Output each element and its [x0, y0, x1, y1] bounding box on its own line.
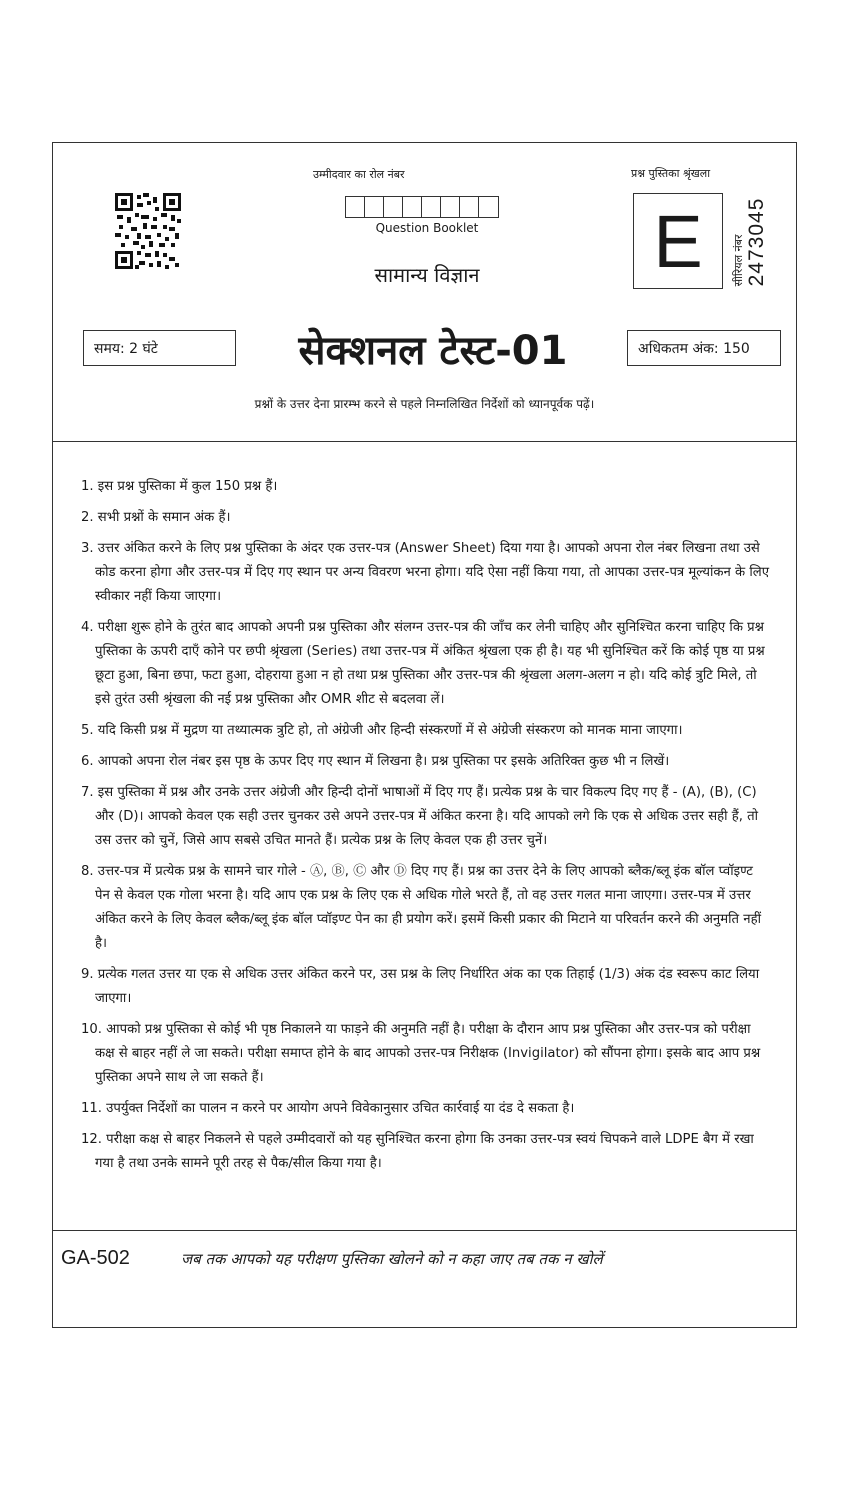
time-limit: समय: 2 घंटे — [83, 330, 236, 366]
instruction-item: 6. आपको अपना रोल नंबर इस पृष्ठ के ऊपर दिए गए स्थान में लिखना है। प्रश्न पुस्तिका पर इसके अतिरिक्त कुछ भी न लिखें। — [81, 754, 670, 769]
do-not-open-warning: जब तक आपको यह परीक्षण पुस्तिका खोलने को न कहा जाए तब तक न खोलें — [181, 1250, 603, 1268]
roll-digit-box — [384, 197, 403, 217]
test-title: सेक्शनल टेस्ट-01 — [298, 328, 568, 374]
question-booklet-label: Question Booklet — [375, 221, 479, 235]
instructions-heading: प्रश्नों के उत्तर देना प्रारम्भ करने से पहले निम्नलिखित निर्देशों को ध्यानपूर्वक पढ़ें। — [254, 397, 595, 411]
serial-number-block — [727, 189, 773, 295]
roll-number-boxes — [345, 196, 499, 218]
instruction-item: 12. परीक्षा कक्ष से बाहर निकलने से पहले उम्मीदवारों को यह सुनिश्चित करना होगा कि उनका उत्तर-पत्र स्वयं चिपकने वाले LDPE बैग में रखा गया है तथा उनके सामने पूरी तरह से पैक/सील किया गया है। — [81, 1132, 754, 1171]
subject-name: सामान्य विज्ञान — [374, 263, 480, 287]
roll-digit-box — [422, 197, 441, 217]
cover-header — [53, 143, 796, 442]
instruction-item: 1. इस प्रश्न पुस्तिका में कुल 150 प्रश्न हैं। — [81, 479, 278, 494]
instruction-item: 4. परीक्षा शुरू होने के तुरंत बाद आपको अपनी प्रश्न पुस्तिका और संलग्न उत्तर-पत्र की जाँच कर लेनी चाहिए और सुनिश्चित करना चाहिए कि प्रश्न पुस्तिका के ऊपरी दाएँ कोने पर छपी श्रृंखला (Series) तथा उत्तर-पत्र में अंकित श्रृंखला एक ही है। यह भी सुनिश्चित करें कि कोई पृष्ठ या प्रश्न छूटा हुआ, बिना छपा, फटा हुआ, दोहराया हुआ न हो तथा प्रश्न पुस्तिका और उत्तर-पत्र की श्रृंखला अलग-अलग न हो। यदि कोई त्रुटि मिले, तो इसे तुरंत उसी श्रृंखला की नई प्रश्न पुस्तिका और OMR शीट से बदलवा लें। — [81, 620, 765, 707]
roll-digit-box — [365, 197, 384, 217]
question-booklet-cover — [52, 142, 797, 1328]
instruction-item: 9. प्रत्येक गलत उत्तर या एक से अधिक उत्तर अंकित करने पर, उस प्रश्न के लिए निर्धारित अंक का एक तिहाई (1/3) अंक दंड स्वरूप काट लिया जाएगा। — [81, 967, 760, 1006]
instruction-item: 7. इस पुस्तिका में प्रश्न और उनके उत्तर अंग्रेजी और हिन्दी दोनों भाषाओं में दिए गए हैं। प्रत्येक प्रश्न के चार विकल्प दिए गए हैं - (A), (B), (C) और (D)। आपको केवल एक सही उत्तर चुनकर उसे अपने उत्तर-पत्र में अंकित करना है। यदि आपको लगे कि एक से अधिक उत्तर सही हैं, तो उस उत्तर को चुनें, जिसे आप सबसे उचित मानते हैं। प्रत्येक प्रश्न के लिए केवल एक ही उत्तर चुनें। — [81, 785, 759, 848]
booklet-series-letter: E — [633, 193, 723, 289]
instruction-item: 11. उपर्युक्त निर्देशों का पालन न करने पर आयोग अपने विवेकानुसार उचित कार्रवाई या दंड दे सकता है। — [81, 1101, 575, 1116]
instruction-item: 2. सभी प्रश्नों के समान अंक हैं। — [81, 510, 231, 525]
booklet-series-label: प्रश्न पुस्तिका श्रृंखला — [631, 167, 711, 180]
instructions-list — [81, 475, 771, 1183]
roll-digit-box — [479, 197, 498, 217]
roll-digit-box — [460, 197, 479, 217]
max-marks: अधिकतम अंक: 150 — [627, 330, 781, 366]
booklet-code: GA-502 — [61, 1247, 130, 1269]
cover-footer — [53, 1230, 796, 1328]
roll-number-label: उम्मीदवार का रोल नंबर — [313, 168, 405, 181]
instruction-item: 5. यदि किसी प्रश्न में मुद्रण या तथ्यात्मक त्रुटि हो, तो अंग्रेजी और हिन्दी संस्करणों में से अंग्रेजी संस्करण को मानक माना जाएगा। — [81, 723, 683, 738]
roll-digit-box — [346, 197, 365, 217]
qr-code-icon — [115, 193, 181, 269]
serial-number: 2473045 — [745, 197, 768, 287]
instruction-item: 8. उत्तर-पत्र में प्रत्येक प्रश्न के सामने चार गोले - Ⓐ, Ⓑ, Ⓒ और Ⓓ दिए गए हैं। प्रश्न का उत्तर देने के लिए आपको ब्लैक/ब्लू इंक बॉल प्वॉइण्ट पेन से केवल एक गोला भरना है। यदि आप एक प्रश्न के लिए एक से अधिक गोले भरते हैं, तो वह उत्तर गलत माना जाएगा। उत्तर-पत्र में उत्तर अंकित करने के लिए केवल ब्लैक/ब्लू इंक बॉल प्वॉइण्ट पेन का ही प्रयोग करें। इसमें किसी प्रकार की मिटाने या परिवर्तन करने की अनुमति नहीं है। — [81, 864, 762, 951]
serial-number-label: सीरियल नंबर — [732, 234, 745, 287]
roll-digit-box — [441, 197, 460, 217]
roll-digit-box — [403, 197, 422, 217]
instruction-item: 10. आपको प्रश्न पुस्तिका से कोई भी पृष्ठ निकालने या फाड़ने की अनुमति नहीं है। परीक्षा के दौरान आप प्रश्न पुस्तिका और उत्तर-पत्र को परीक्षा कक्ष से बाहर नहीं ले जा सकते। परीक्षा समाप्त होने के बाद आपको उत्तर-पत्र निरीक्षक (Invigilator) को सौंपना होगा। इसके बाद आप प्रश्न पुस्तिका अपने साथ ले जा सकते हैं। — [81, 1022, 761, 1085]
instruction-item: 3. उत्तर अंकित करने के लिए प्रश्न पुस्तिका के अंदर एक उत्तर-पत्र (Answer Sheet) दिया गया है। आपको अपना रोल नंबर लिखना तथा उसे कोड करना होगा और उत्तर-पत्र में दिए गए स्थान पर अन्य विवरण भरना होगा। यदि ऐसा नहीं किया गया, तो आपका उत्तर-पत्र मूल्यांकन के लिए स्वीकार नहीं किया जाएगा। — [81, 541, 769, 604]
